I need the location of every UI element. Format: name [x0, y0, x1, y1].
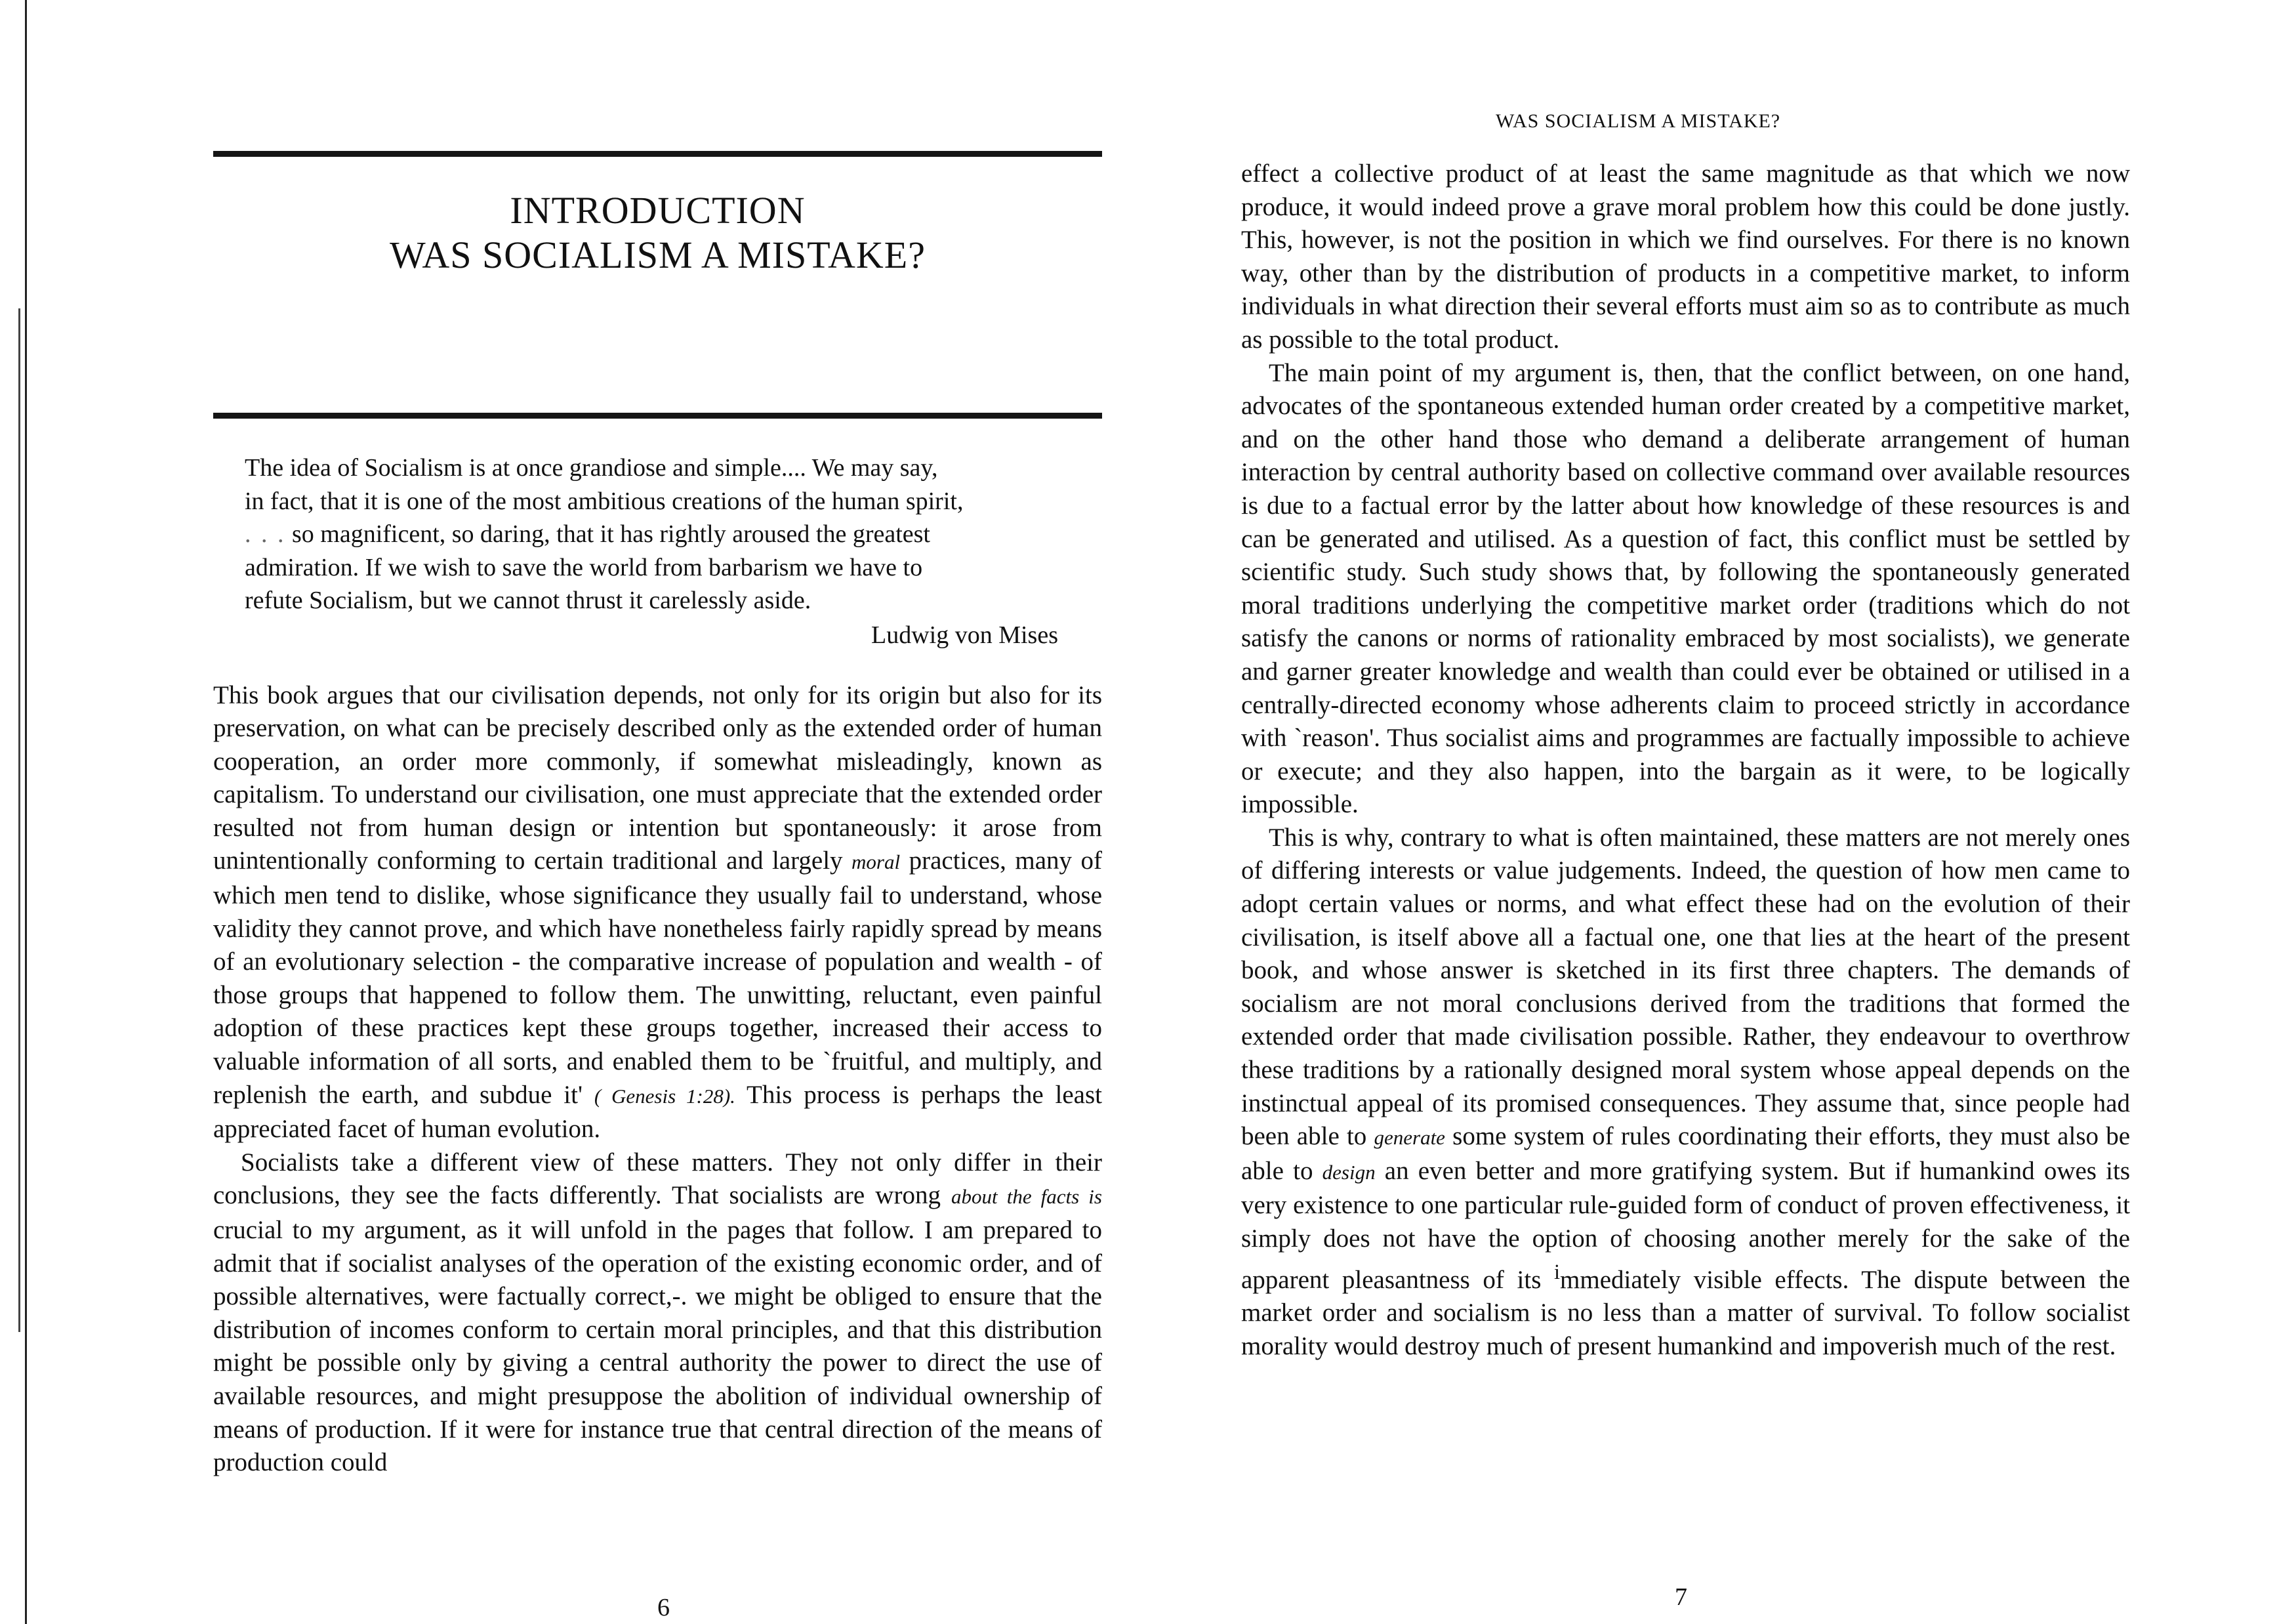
epigraph-author: Ludwig von Mises [871, 621, 1058, 649]
chapter-title-line-2: WAS SOCIALISM A MISTAKE? [390, 234, 926, 276]
paragraph [1241, 822, 2130, 1364]
epigraph-line: in fact, that it is one of the most ambitious creations of the human spirit, [245, 487, 964, 515]
epigraph-text: so magnificent, so daring, that it has rightly aroused the greatest [285, 520, 930, 548]
chapter-title [213, 157, 1102, 413]
stray-glyph: i [1554, 1260, 1561, 1284]
paragraph [213, 1146, 1102, 1480]
chapter-title-line-1: INTRODUCTION [510, 189, 806, 232]
text-run: practices, many of which men tend to dislike, whose significance they usually fail to understand, whose validity they cannot prove, and which have nonetheless fairly rapidly spread by means of an evolutionary selection - the comparative increase of population and wealth - of those groups that happened to follow them. The unwitting, reluctant, even painful adoption of these practices kept these groups together, increased their access to valuable information of all sorts, and enabled them to be `fruitful, and multiply, and replenish the earth, and subdue it' [213, 846, 1102, 1109]
text-run: This is why, contrary to what is often maintained, these matters are not merely ones of differing interests or value judgements. Indeed, the question of how men came to adopt certain values or norms, and what effect these had on the evolution of their civilisation, is itself above all a factual one, one that lies at the heart of the present book, and whose answer is sketched in its first three chapters. The demands of socialism are not moral conclusions derived from the traditions that formed the extended order that made civilisation possible. Rather, they endeavour to overthrow these traditions by a rationally designed moral system whose appeal depends on the instinctual appeal of its promised consequences. They assume that, since people had been able to [1241, 823, 2130, 1151]
left-page [213, 151, 1102, 1480]
page-number-right: 7 [1675, 1583, 1687, 1611]
epigraph-line: refute Socialism, but we cannot thrust it carelessly aside. [245, 587, 811, 614]
paragraph: The main point of my argument is, then, that the conflict between, on one hand, advocates of the spontaneous extended human order created by a competitive market, and on the other hand those who demand a deliberate arrangement of human interaction by central authority based on collective command over available resources is due to a factual error by the latter about how knowledge of these resources is and can be generated and utilised. As a question of fact, this conflict must be settled by scientific study. Such study shows that, by following the spontaneously generated moral traditions underlying the competitive market order (traditions which do not satisfy the canons or norms of rationality embraced by most socialists), we generate and garner greater knowledge and wealth than could ever be obtained or utilised in a centrally-directed economy whose adherents claim to proceed strictly in accordance with `reason'. Thus socialist aims and programmes are factually impossible to achieve or execute; and they also happen, into the bargain as it were, to be logically impossible. [1241, 358, 2130, 819]
text-run: mmediately visible effects. The dispute between the market order and socialism is no less than a matter of survival. To follow socialist morality would destroy much of present humankind and impoverish much of the rest. [1241, 1265, 2130, 1360]
epigraph-line [245, 518, 1058, 551]
italic-term: about the facts is [951, 1185, 1102, 1209]
binding-shadow-line [18, 308, 20, 1332]
text-run: Socialists take a different view of these matters. They not only differ in their conclusions, they see the facts differently. That socialists are wrong [213, 1148, 1102, 1210]
italic-term: moral [851, 850, 901, 874]
page-number-left: 6 [657, 1594, 670, 1621]
ellipsis: . . . [245, 520, 286, 548]
epigraph-line: The idea of Socialism is at once grandiose and simple.... We may say, [245, 454, 938, 482]
paragraph: effect a collective product of at least the same magnitude as that which we now produce, it would indeed prove a grave moral problem how this could be done justly. This, however, is not the position in which we find ourselves. For there is no known way, other than by the distribution of products in a competitive market, to inform individuals in what direction their several efforts must aim so as to contribute as much as possible to the total product. [1241, 159, 2130, 354]
text-run: This book argues that our civilisation depends, not only for its origin but also for its preservation, on what can be precisely described only as the extended order of human cooperation, an order more commonly, if somewhat misleadingly, known as capitalism. To understand our civilisation, one must appreciate that the extended order resulted not from human design or intention but spontaneously: it arose from unintentionally conforming to certain traditional and largely [213, 680, 1102, 875]
paragraph [213, 679, 1102, 1146]
italic-term: generate [1374, 1126, 1445, 1150]
italic-term: design [1322, 1160, 1376, 1184]
epigraph [245, 451, 1058, 652]
running-head: WAS SOCIALISM A MISTAKE? [1496, 110, 1781, 132]
epigraph-line: admiration. If we wish to save the world from barbarism we have to [245, 553, 923, 581]
right-page [1241, 157, 2130, 1363]
text-run: an even better and more gratifying system. But if humankind owes its very existence to one particular rule-guided form of conduct of proven effectiveness, it simply does not have the option of choosing another merely for the sake of the apparent pleasantness of its [1241, 1156, 2130, 1294]
citation: ( Genesis 1:28). [594, 1084, 735, 1108]
page-edge-line [25, 0, 27, 1624]
left-body-text [213, 679, 1102, 1480]
title-top-rule [213, 151, 1102, 157]
title-bottom-rule [213, 413, 1102, 419]
right-body-text [1241, 157, 2130, 1363]
text-run: crucial to my argument, as it will unfold in the pages that follow. I am prepared to admit that if socialist analyses of the operation of the existing economic order, and of possible alternatives, were factually correct,-. we might be obliged to ensure that the distribution of incomes conform to certain moral principles, and that this distribution might be possible only by giving a central authority the power to direct the use of available resources, and might presuppose the abolition of individual ownership of means of production. If it were for instance true that central direction of the means of production could [213, 1216, 1102, 1477]
text-run: some system of rules coordinating their efforts, they must also be able to [1241, 1122, 2130, 1185]
text-run: This process is perhaps the least appreciated facet of human evolution. [213, 1080, 1102, 1144]
